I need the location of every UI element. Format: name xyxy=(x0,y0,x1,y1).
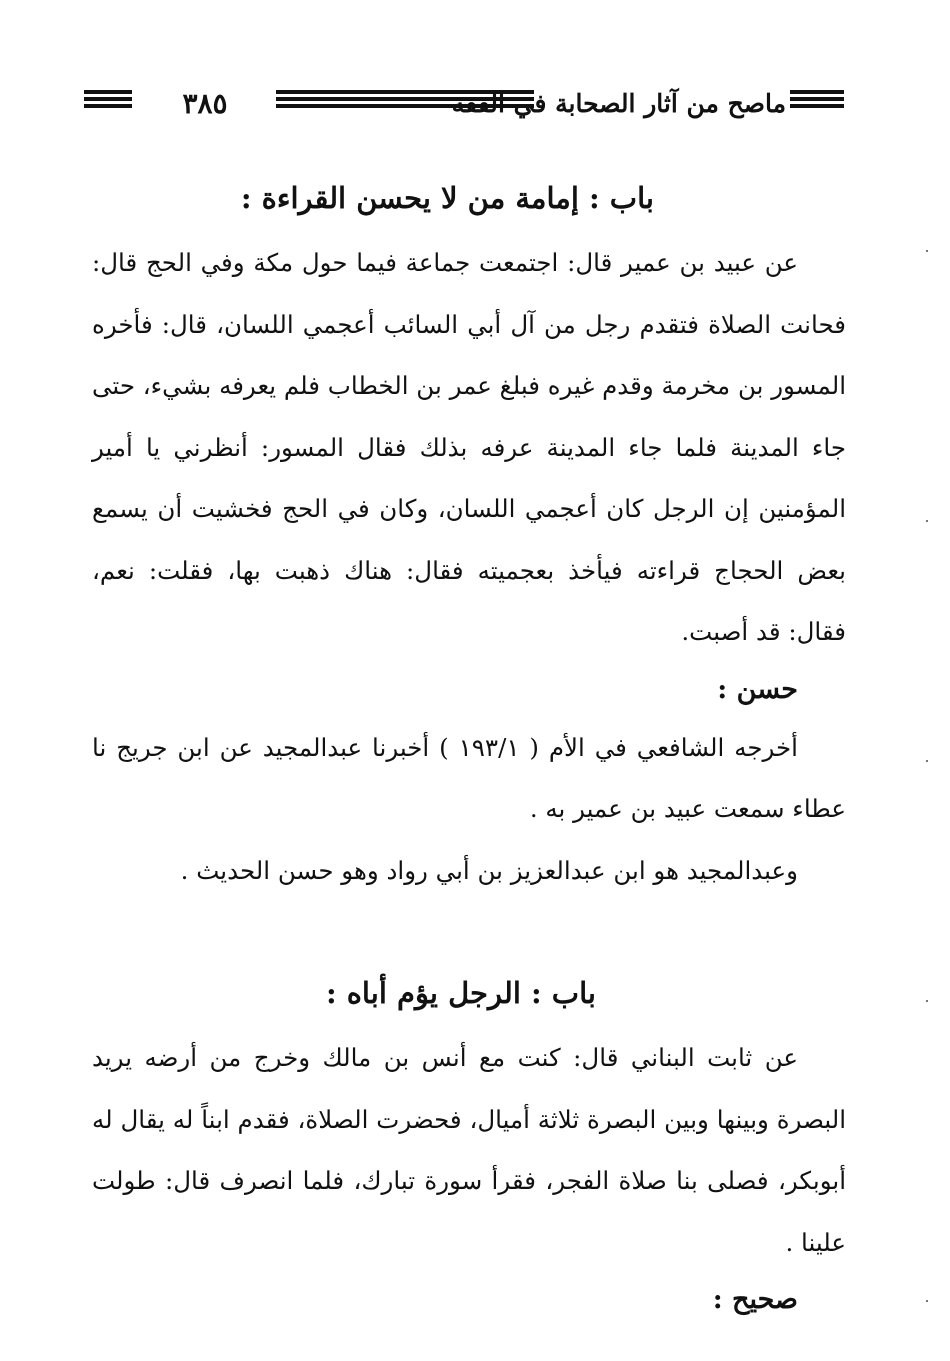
margin-speck xyxy=(926,520,928,522)
narrator-note: وعبدالمجيد هو ابن عبدالعزيز بن أبي رواد وهو حسن الحديث . xyxy=(180,855,798,885)
takhrij-text: أخرجه الشافعي في الأم ( ١٩٣/١ ) أخبرنا عبدالمجيد عن ابن جريج نا عطاء سمعت عبيد بن عمير به . xyxy=(92,732,846,823)
margin-speck xyxy=(926,760,928,762)
hadith-text-2: عن ثابت البناني قال: كنت مع أنس بن مالك وخرج من أرضه يريد البصرة وبينها وبين البصرة ثلاثة أميال، فحضرت الصلاة، فقدم ابناً له يقال له أبوبكر، فصلى بنا صلاة الفجر، فقرأ سورة تبارك، فلما انصرف قال: طولت علينا . xyxy=(92,1043,846,1257)
margin-speck xyxy=(926,250,928,252)
header-rule-left xyxy=(84,90,132,108)
running-header xyxy=(84,84,850,124)
grade-label-1: حسن : xyxy=(717,673,798,705)
book-title: ماصح من آثار الصحابة في الفقه xyxy=(451,89,786,118)
chapter-title-2: باب : الرجل يؤم أباه : xyxy=(325,976,596,1010)
header-rule-right xyxy=(790,90,844,108)
page-number: ٣٨٥ xyxy=(182,87,228,120)
margin-speck xyxy=(926,1000,928,1002)
chapter-title-1: باب : إمامة من لا يحسن القراءة : xyxy=(240,181,654,215)
page-body xyxy=(92,160,846,1327)
hadith-text-1: عن عبيد بن عمير قال: اجتمعت جماعة فيما حول مكة وفي الحج قال: فحانت الصلاة فتقدم رجل من آل أبي السائب أعجمي اللسان، قال: فأخره المسور بن مخرمة وقدم غيره فبلغ عمر بن الخطاب فلم يعرفه بشيء، حتى جاء المدينة فلما جاء المدينة عرفه بذلك فقال المسور: أنظرني يا أمير المؤمنين إن الرجل كان أعجمي اللسان، وكان في الحج فخشيت أن يسمع بعض الحجاج قراءته فيأخذ بعجميته فقال: هناك ذهبت بها، فقلت: نعم، فقال: قد أصبت. xyxy=(92,248,846,646)
margin-speck xyxy=(926,1300,928,1302)
grade-label-2: صحيح : xyxy=(712,1284,798,1315)
